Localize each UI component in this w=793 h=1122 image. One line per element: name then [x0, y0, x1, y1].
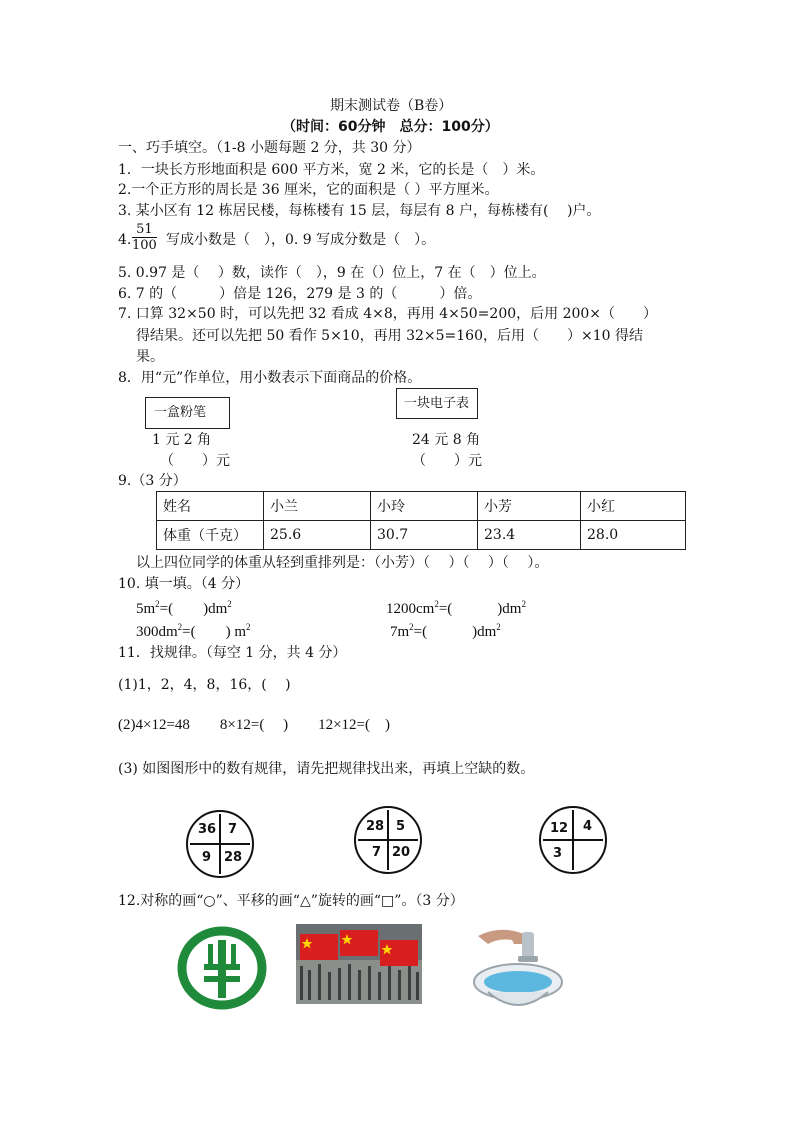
product-box-chalk: [145, 397, 230, 429]
question-9-text: 以上四位同学的体重从轻到重排列是：（小芳）（ ）（ ）（ ）。: [136, 555, 549, 571]
circle-number: 3: [553, 846, 563, 861]
section-heading: 一、巧手填空。（1-8 小题每题 2 分，共 30 分）: [118, 140, 421, 156]
table-cell: 体重（千克）: [157, 521, 264, 550]
question-10: 10. 填一填。（4 分）: [118, 576, 250, 592]
number-circle: [354, 806, 422, 874]
faucet-basin-picture: [458, 922, 568, 1008]
question-4-number: 4.: [118, 232, 132, 248]
conversion-a: $5m^2=$( )$dm^2$: [136, 599, 232, 617]
circle-number: 28: [366, 819, 385, 834]
table-cell: 30.7: [371, 521, 478, 550]
page-title: 期末测试卷（B卷）: [330, 98, 453, 114]
question-2: 2.一个正方形的周长是 36 厘米，它的面积是（ ）平方厘米。: [118, 182, 499, 198]
conversion-d: $7m^2=$( )$dm^2$: [390, 622, 501, 640]
question-1: 1．一块长方形地面积是 600 平方米，宽 2 米，它的长是（ ）米。: [118, 162, 545, 178]
table-cell: 小芳: [478, 492, 581, 521]
question-7-line1: 7. 口算 32×50 时，可以先把 32 看成 4×8，再用 4×50=200，后用 200×（ ）: [118, 306, 658, 322]
fraction: [132, 222, 157, 253]
fraction-numerator: 51: [132, 222, 157, 238]
table-cell: 23.4: [478, 521, 581, 550]
product-label: 一块电子表: [404, 396, 470, 411]
question-9: 9.（3 分）: [118, 473, 187, 489]
fraction-denominator: 100: [132, 238, 157, 253]
circle-number: 9: [202, 850, 212, 865]
table-cell: 小玲: [371, 492, 478, 521]
circle-number: 28: [224, 850, 243, 865]
table-cell: 小红: [581, 492, 686, 521]
product-label: 一盒粉笔: [154, 405, 207, 420]
question-6: 6. 7 的（ ）倍是 126，279 是 3 的（ ）倍。: [118, 286, 482, 302]
circle-number: 20: [392, 845, 411, 860]
question-7-line2: 得结果。还可以先把 50 看作 5×10，再用 32×5=160，后用（ ）×10 得结: [136, 328, 643, 344]
conversion-b: $1200cm^2=$( )$dm^2$: [386, 599, 526, 617]
question-11: 11．找规律。（每空 1 分，共 4 分）: [118, 645, 347, 661]
circle-number: 12: [550, 821, 569, 836]
product-box-watch: [396, 388, 478, 419]
answer-blank-watch: （ ）元: [412, 453, 482, 469]
question-12: 12.对称的画“○”、平移的画“△”旋转的画“□”。（3 分）: [118, 893, 464, 909]
table-cell: 25.6: [264, 521, 371, 550]
question-4-text: 写成小数是（ ），0. 9 写成分数是（ ）。: [166, 232, 436, 248]
number-circle: [186, 810, 254, 878]
table-row: [157, 521, 686, 550]
circle-number: 36: [198, 822, 217, 837]
question-3: 3. 某小区有 12 栋居民楼，每栋楼有 15 层，每层有 8 户，每栋楼有( )户。: [118, 203, 601, 219]
table-cell: 小兰: [264, 492, 371, 521]
weights-table: [156, 491, 686, 550]
page-subtitle: （时间：60分钟 总分：100分）: [282, 119, 499, 135]
pattern-2: (2)4×12=48 8×12=( ) 12×12=( ): [118, 717, 390, 733]
question-8: 8．用“元”作单位，用小数表示下面商品的价格。: [118, 370, 422, 386]
pattern-3: (3) 如图图形中的数有规律，请先把规律找出来，再填上空缺的数。: [118, 761, 535, 777]
answer-blank-chalk: （ ）元: [160, 453, 230, 469]
price-watch: 24 元 8 角: [412, 432, 481, 448]
bank-logo-picture: [176, 926, 268, 1010]
table-cell: 28.0: [581, 521, 686, 550]
pattern-1: (1)1，2，4，8，16，( ): [118, 677, 291, 693]
circle-number: 7: [228, 822, 238, 837]
question-5: 5. 0.97 是（ ）数，读作（ ），9 在（）位上，7 在（ ）位上。: [118, 265, 546, 281]
circle-number: 4: [583, 819, 593, 834]
number-circle: [539, 806, 607, 874]
flags-crowd-picture: [296, 924, 422, 1004]
circle-number: 5: [396, 819, 406, 834]
table-cell: 姓名: [157, 492, 264, 521]
price-chalk: 1 元 2 角: [152, 432, 212, 448]
conversion-c: $300dm^2=$( ) $m^2$: [136, 622, 251, 640]
circle-number: 7: [372, 845, 382, 860]
table-header-row: [157, 492, 686, 521]
question-7-line3: 果。: [136, 349, 164, 365]
